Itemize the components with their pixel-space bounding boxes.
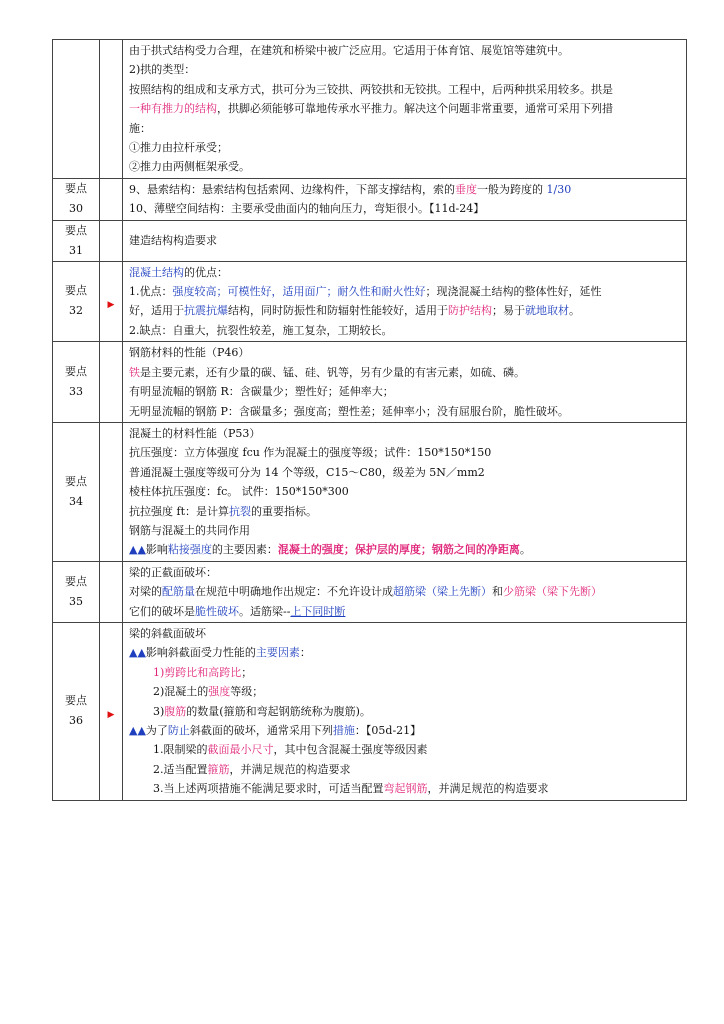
text-line bbox=[129, 231, 682, 250]
content-cell bbox=[123, 40, 687, 179]
text-segment: 的重要指标。 bbox=[251, 504, 317, 518]
text-segment: 棱柱体抗压强度：fc。 试件：150*150*300 bbox=[129, 485, 349, 499]
point-label: 要点 bbox=[65, 284, 87, 298]
content-cell bbox=[123, 261, 687, 342]
text-segment: 强度较高；可模性好，适用面广；耐久性和耐火性好 bbox=[172, 285, 426, 299]
text-segment: 好，适用于 bbox=[129, 304, 184, 318]
point-number: 33 bbox=[69, 385, 83, 399]
text-segment: ： bbox=[299, 646, 311, 660]
marker-cell bbox=[100, 422, 123, 561]
text-line bbox=[129, 402, 682, 421]
text-line bbox=[129, 180, 682, 199]
text-segment: 按照结构的组成和支承方式，拱可分为三铰拱、两铰拱和无铰拱。工程中，后两种拱采用较多。拱是 bbox=[129, 82, 613, 96]
text-segment: 。 bbox=[569, 304, 580, 318]
text-segment: 配筋量 bbox=[162, 585, 195, 599]
text-segment: ，拱脚必须能够可靠地传承水平推力。解决这个问题非常重要，通常可采用下列措 bbox=[217, 102, 613, 116]
point-label: 要点 bbox=[65, 694, 87, 708]
point-label: 要点 bbox=[65, 365, 87, 379]
text-segment: 10、薄壁空间结构：主要承受曲面内的轴向压力，弯矩很小。【11d-24】 bbox=[129, 202, 485, 216]
text-segment: ②推力由两侧框架承受。 bbox=[129, 160, 250, 174]
point-label-cell bbox=[53, 561, 100, 622]
text-segment: ▲▲ bbox=[129, 646, 146, 660]
marker-cell bbox=[100, 261, 123, 342]
point-number: 36 bbox=[69, 714, 83, 728]
text-line bbox=[129, 199, 682, 218]
red-triangle-icon: ▶ bbox=[107, 709, 115, 720]
point-number: 30 bbox=[69, 202, 83, 216]
marker-cell bbox=[100, 561, 123, 622]
content-cell bbox=[123, 220, 687, 261]
marker-cell bbox=[100, 40, 123, 179]
marker-cell bbox=[100, 178, 123, 220]
text-segment: 梁的斜截面破坏 bbox=[129, 626, 206, 640]
text-segment: 3.当上述两项措施不能满足要求时，可适当配置 bbox=[153, 782, 384, 796]
point-label-cell bbox=[53, 422, 100, 561]
marker-cell bbox=[100, 622, 123, 800]
table-row bbox=[53, 342, 687, 423]
table-row bbox=[53, 40, 687, 179]
text-line bbox=[129, 760, 682, 779]
text-line bbox=[129, 582, 682, 601]
text-segment: ①推力由拉杆承受； bbox=[129, 141, 228, 155]
text-segment: 对梁的 bbox=[129, 585, 162, 599]
text-line bbox=[129, 363, 682, 382]
text-segment: 的主要因素： bbox=[211, 543, 278, 557]
text-line bbox=[129, 624, 682, 643]
text-segment: 有明显流幅的钢筋 R：含碳量少；塑性好；延伸率大； bbox=[129, 385, 394, 399]
text-segment: ：【05d-21】 bbox=[354, 724, 422, 737]
text-segment: 2.适当配置 bbox=[153, 762, 208, 776]
point-number: 32 bbox=[69, 304, 83, 318]
text-segment: 它们的破坏是 bbox=[129, 604, 195, 618]
table-row bbox=[53, 220, 687, 261]
text-segment: ▲▲ bbox=[129, 543, 146, 557]
text-line bbox=[129, 779, 682, 798]
table-row bbox=[53, 561, 687, 622]
text-segment: 1.限制梁的 bbox=[153, 743, 208, 757]
point-number: 34 bbox=[69, 494, 83, 508]
text-segment: 斜截面的破坏，通常采用下列 bbox=[189, 724, 333, 737]
text-segment: 截面最小尺寸 bbox=[207, 743, 274, 757]
text-line bbox=[129, 282, 682, 301]
text-segment: 为了 bbox=[145, 724, 168, 737]
text-segment: 2)拱的类型： bbox=[129, 63, 196, 77]
text-line bbox=[129, 263, 682, 282]
text-segment: 梁的正截面破坏： bbox=[129, 565, 217, 579]
text-line bbox=[129, 521, 682, 540]
point-label-cell bbox=[53, 622, 100, 800]
text-line bbox=[129, 663, 682, 682]
text-line bbox=[129, 99, 682, 118]
point-label-cell bbox=[53, 220, 100, 261]
text-segment: 抗拉强度 ft：是计算 bbox=[129, 504, 229, 518]
content-cell bbox=[123, 561, 687, 622]
text-line bbox=[129, 321, 682, 340]
text-segment: 普通混凝土强度等级可分为 14 个等级，C15～C80，级差为 5N／mm2 bbox=[129, 465, 485, 479]
point-label: 要点 bbox=[65, 223, 87, 237]
text-segment: 2.缺点：自重大，抗裂性较差，施工复杂，工期较长。 bbox=[129, 323, 393, 337]
text-segment: 由于拱式结构受力合理，在建筑和桥梁中被广泛应用。它适用于体育馆、展览馆等建筑中。 bbox=[129, 44, 569, 57]
text-segment: 脆性破坏 bbox=[195, 604, 239, 618]
text-segment: 和 bbox=[492, 585, 503, 599]
text-segment: 粘接强度 bbox=[167, 543, 212, 557]
text-line bbox=[129, 721, 682, 740]
text-line bbox=[129, 502, 682, 521]
text-segment: 的数量(箍筋和弯起钢筋统称为腹筋)。 bbox=[186, 704, 371, 718]
text-segment: ；易于 bbox=[492, 304, 525, 318]
text-segment: 混凝土的材料性能（P53） bbox=[129, 426, 261, 440]
text-segment: 9、悬索结构：悬索结构包括索网、边缘构件，下部支撑结构，索的 bbox=[129, 182, 455, 196]
text-segment: 一般为跨度的 bbox=[477, 182, 547, 196]
text-segment: 箍筋 bbox=[207, 762, 230, 776]
text-segment: 施： bbox=[129, 121, 151, 135]
text-segment: 抗压强度：立方体强度 fcu 作为混凝土的强度等级；试件：150*150*150 bbox=[129, 446, 492, 460]
text-line bbox=[129, 702, 682, 721]
marker-cell bbox=[100, 220, 123, 261]
text-segment: ▲▲ bbox=[129, 724, 146, 737]
text-segment: 超筋梁（梁上先断） bbox=[393, 585, 492, 599]
content-table bbox=[52, 39, 687, 801]
text-segment: 就地取材 bbox=[525, 304, 569, 318]
table-row bbox=[53, 622, 687, 800]
text-segment: 少筋梁（梁下先断） bbox=[503, 585, 602, 599]
text-segment: 等级； bbox=[230, 685, 264, 699]
text-line bbox=[129, 682, 682, 701]
text-line bbox=[129, 424, 682, 443]
text-segment: 措施 bbox=[332, 724, 355, 737]
text-segment: 铁 bbox=[129, 365, 140, 379]
text-segment: 无明显流幅的钢筋 P：含碳量多；强度高；塑性差；延伸率小；没有屈服台阶，脆性破坏。 bbox=[129, 404, 569, 418]
text-segment: 上下同时断 bbox=[290, 604, 346, 618]
point-label: 要点 bbox=[65, 182, 87, 196]
text-segment: 在规范中明确地作出规定：不允许设计成 bbox=[195, 585, 393, 599]
text-segment: 抗裂 bbox=[229, 504, 251, 518]
text-segment: 弯起钢筋 bbox=[383, 782, 428, 796]
text-line bbox=[129, 740, 682, 759]
text-line bbox=[129, 41, 682, 60]
point-label-cell bbox=[53, 178, 100, 220]
text-segment: 主要因素 bbox=[255, 646, 300, 660]
text-segment: 结构，同时防振性和防辐射性能较好，适用于 bbox=[228, 304, 448, 318]
text-segment: ，其中包含混凝土强度等级因素 bbox=[273, 743, 428, 757]
point-number: 35 bbox=[69, 594, 83, 608]
text-segment: ； bbox=[241, 665, 253, 679]
content-cell bbox=[123, 422, 687, 561]
text-segment: 影响斜截面受力性能的 bbox=[145, 646, 256, 660]
text-segment: 混凝土结构 bbox=[129, 265, 184, 279]
text-segment: ，并满足规范的构造要求 bbox=[427, 782, 549, 796]
text-segment: 防止 bbox=[167, 724, 190, 737]
text-segment: 抗震抗爆 bbox=[184, 304, 228, 318]
text-line bbox=[129, 157, 682, 176]
content-cell bbox=[123, 178, 687, 220]
text-line bbox=[129, 463, 682, 482]
text-segment: 是主要元素，还有少量的碳、锰、硅、钒等，另有少量的有害元素，如硫、磷。 bbox=[140, 365, 525, 379]
text-segment: 1.优点： bbox=[129, 285, 173, 299]
text-line bbox=[129, 301, 682, 320]
red-triangle-icon: ▶ bbox=[107, 299, 115, 310]
text-segment: 垂度 bbox=[455, 182, 477, 196]
point-label: 要点 bbox=[65, 574, 87, 588]
text-line bbox=[129, 563, 682, 582]
point-number: 31 bbox=[69, 243, 83, 257]
table-row bbox=[53, 178, 687, 220]
table-row bbox=[53, 261, 687, 342]
text-line bbox=[129, 80, 682, 99]
text-line bbox=[129, 60, 682, 79]
text-line bbox=[129, 138, 682, 157]
text-line bbox=[129, 119, 682, 138]
table-row bbox=[53, 422, 687, 561]
text-line bbox=[129, 540, 682, 559]
point-label-cell bbox=[53, 261, 100, 342]
text-segment: 强度 bbox=[208, 685, 231, 699]
text-line bbox=[129, 382, 682, 401]
text-line bbox=[129, 482, 682, 501]
text-segment: 1/30 bbox=[546, 182, 572, 196]
point-label-cell bbox=[53, 342, 100, 423]
text-segment: 。适筋梁-- bbox=[239, 604, 291, 618]
text-line bbox=[129, 343, 682, 362]
text-segment: 1)剪跨比和高跨比 bbox=[153, 665, 242, 679]
text-segment: 。 bbox=[519, 543, 531, 557]
marker-cell bbox=[100, 342, 123, 423]
text-segment: 防护结构 bbox=[448, 304, 492, 318]
text-segment: 影响 bbox=[145, 543, 168, 557]
text-line bbox=[129, 643, 682, 662]
point-label: 要点 bbox=[65, 474, 87, 488]
text-segment: 混凝土的强度；保护层的厚度；钢筋之间的净距离 bbox=[277, 543, 520, 557]
text-segment: 钢筋与混凝土的共同作用 bbox=[129, 523, 250, 537]
text-segment: ，并满足规范的构造要求 bbox=[229, 762, 351, 776]
point-label-cell bbox=[53, 40, 100, 179]
text-segment: 一种有推力的结构 bbox=[129, 102, 217, 116]
content-cell bbox=[123, 342, 687, 423]
text-segment: 建造结构构造要求 bbox=[129, 233, 217, 247]
text-line bbox=[129, 602, 682, 621]
content-cell bbox=[123, 622, 687, 800]
text-segment: ；现浇混凝土结构的整体性好，延性 bbox=[425, 285, 602, 299]
text-segment: 钢筋材料的性能（P46） bbox=[129, 346, 250, 360]
text-segment: 2)混凝土的 bbox=[153, 685, 209, 699]
text-line bbox=[129, 443, 682, 462]
text-segment: 3) bbox=[153, 704, 165, 718]
text-segment: 的优点： bbox=[184, 265, 228, 279]
text-segment: 腹筋 bbox=[164, 704, 187, 718]
